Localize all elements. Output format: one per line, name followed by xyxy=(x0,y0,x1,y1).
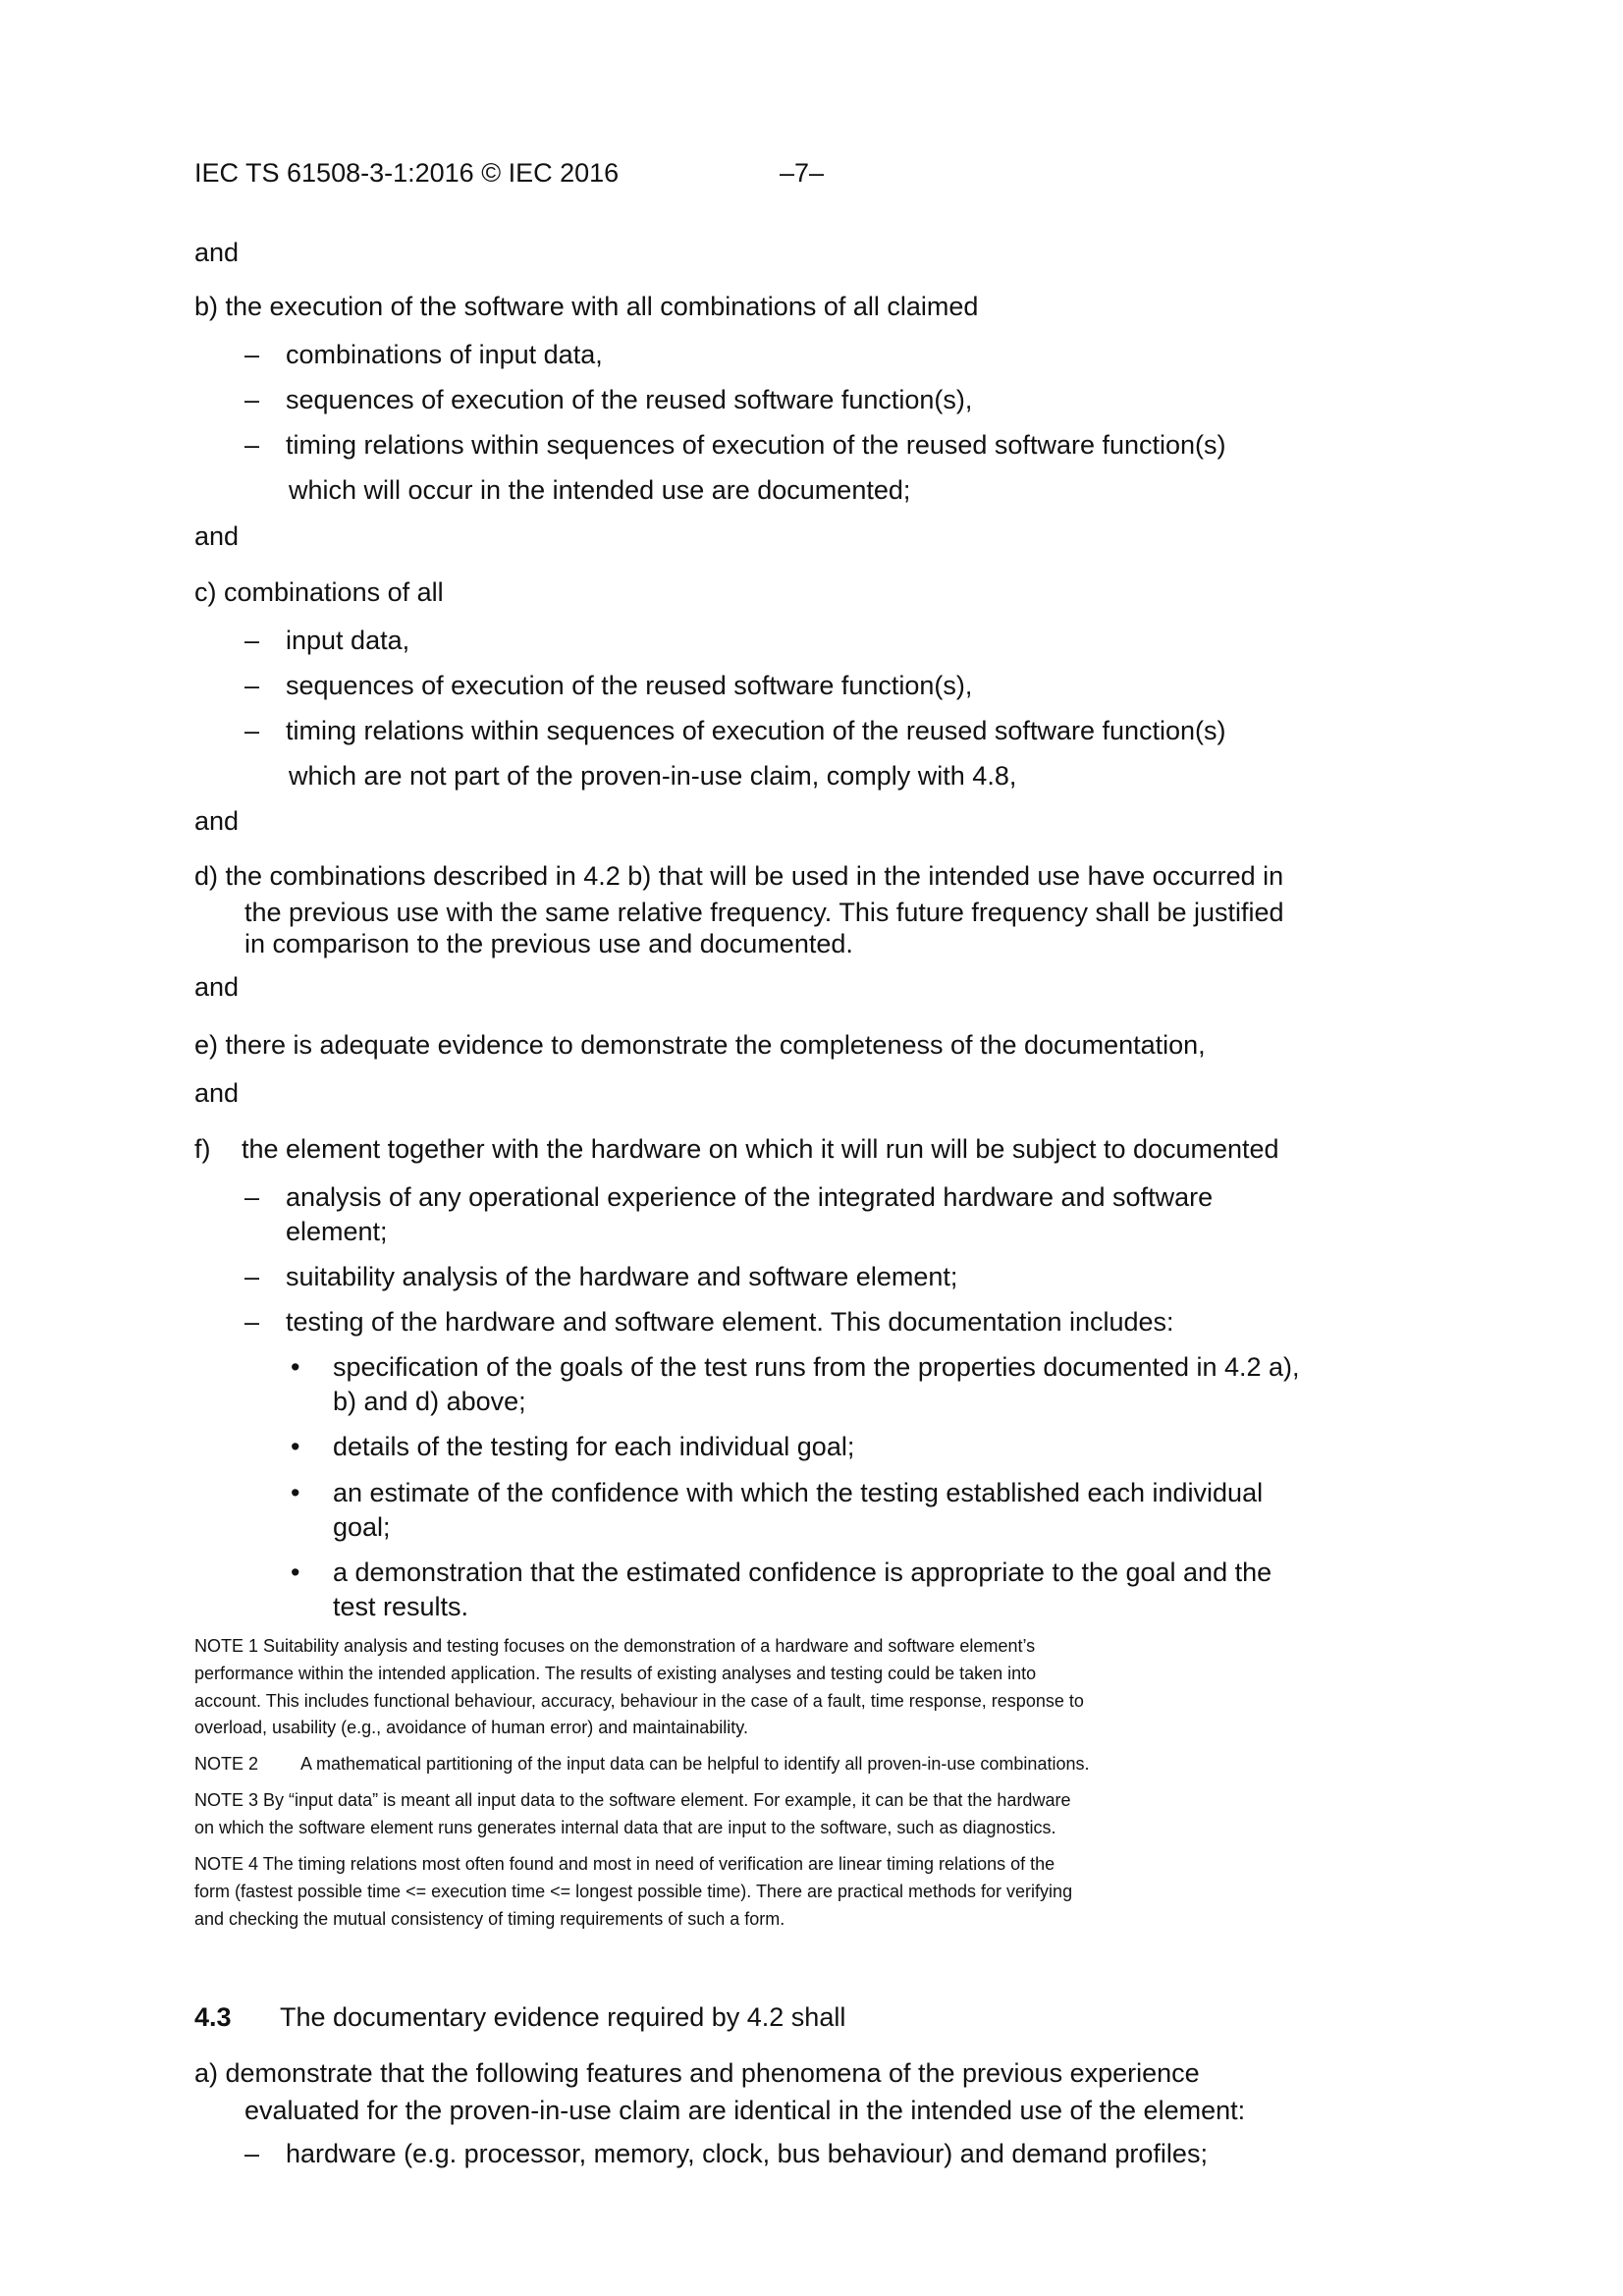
dash-marker: – xyxy=(244,340,260,369)
item-f-dash-1-line-2: element; xyxy=(286,1217,388,1246)
page-number: –7– xyxy=(780,158,825,188)
item-f-dash-3: testing of the hardware and software element. This documentation includes: xyxy=(286,1307,1174,1337)
bullet-marker: • xyxy=(291,1352,300,1382)
note-1-line-3: account. This includes functional behaviour, accuracy, behaviour in the case of a fault, time response, response to xyxy=(194,1691,1084,1711)
connector-and: and xyxy=(194,1078,240,1108)
dash-marker: – xyxy=(244,385,260,414)
item-b-dash-1: combinations of input data, xyxy=(286,340,603,369)
section-a-line-2: evaluated for the proven-in-use claim are identical in the intended use of the element: xyxy=(244,2096,1246,2125)
dash-marker: – xyxy=(244,716,260,745)
dash-marker: – xyxy=(244,1182,260,1212)
item-f-bullet-1-line-2: b) and d) above; xyxy=(333,1387,526,1416)
item-d-line-2: the previous use with the same relative frequency. This future frequency shall be justified xyxy=(244,898,1284,927)
dash-marker: – xyxy=(244,430,260,460)
item-f-label: f) xyxy=(194,1134,211,1164)
dash-marker: – xyxy=(244,1262,260,1291)
item-f-bullet-4-line-2: test results. xyxy=(333,1592,469,1621)
section-number: 4.3 xyxy=(194,2002,232,2032)
item-b-tail: which will occur in the intended use are documented; xyxy=(289,475,911,505)
connector-and: and xyxy=(194,806,240,836)
note-4-line-1: NOTE 4 The timing relations most often found and most in need of verification are linear timing relations of the xyxy=(194,1854,1055,1874)
item-b-intro: b) the execution of the software with all combinations of all claimed xyxy=(194,292,979,321)
item-c-intro: c) combinations of all xyxy=(194,577,444,607)
dash-marker: – xyxy=(244,626,260,655)
item-e-text: e) there is adequate evidence to demonstrate the completeness of the documentation, xyxy=(194,1030,1206,1060)
bullet-marker: • xyxy=(291,1432,300,1461)
item-c-dash-3: timing relations within sequences of execution of the reused software function(s) xyxy=(286,716,1226,745)
dash-marker: – xyxy=(244,2139,260,2168)
section-heading: The documentary evidence required by 4.2 shall xyxy=(280,2002,846,2032)
item-d-line-3: in comparison to the previous use and documented. xyxy=(244,929,853,958)
note-2-text: A mathematical partitioning of the input data can be helpful to identify all proven-in-use combinations. xyxy=(300,1754,1090,1774)
item-f-bullet-1-line-1: specification of the goals of the test runs from the properties documented in 4.2 a), xyxy=(333,1352,1300,1382)
dash-marker: – xyxy=(244,1307,260,1337)
bullet-marker: • xyxy=(291,1558,300,1587)
item-b-dash-3: timing relations within sequences of execution of the reused software function(s) xyxy=(286,430,1226,460)
section-a-dash-1: hardware (e.g. processor, memory, clock, bus behaviour) and demand profiles; xyxy=(286,2139,1208,2168)
item-f-dash-2: suitability analysis of the hardware and software element; xyxy=(286,1262,958,1291)
note-4-line-3: and checking the mutual consistency of timing requirements of such a form. xyxy=(194,1909,785,1929)
note-3-line-2: on which the software element runs generates internal data that are input to the software, such as diagnostics. xyxy=(194,1818,1056,1837)
section-a-line-1: a) demonstrate that the following features and phenomena of the previous experience xyxy=(194,2058,1200,2088)
document-reference: IEC TS 61508-3-1:2016 © IEC 2016 xyxy=(194,158,620,188)
connector-and: and xyxy=(194,521,240,551)
item-b-dash-2: sequences of execution of the reused software function(s), xyxy=(286,385,973,414)
item-c-tail: which are not part of the proven-in-use claim, comply with 4.8, xyxy=(289,761,1017,791)
item-c-dash-2: sequences of execution of the reused software function(s), xyxy=(286,671,973,700)
bullet-marker: • xyxy=(291,1478,300,1507)
item-f-bullet-3-line-1: an estimate of the confidence with which the testing established each individual xyxy=(333,1478,1264,1507)
item-f-bullet-3-line-2: goal; xyxy=(333,1512,391,1542)
note-2-label: NOTE 2 xyxy=(194,1754,259,1774)
connector-and: and xyxy=(194,238,240,267)
item-f-intro: the element together with the hardware on which it will run will be subject to documented xyxy=(242,1134,1279,1164)
note-1-line-2: performance within the intended application. The results of existing analyses and testing could be taken into xyxy=(194,1664,1037,1683)
item-f-dash-1-line-1: analysis of any operational experience of the integrated hardware and software xyxy=(286,1182,1214,1212)
connector-and: and xyxy=(194,972,240,1002)
item-d-line-1: d) the combinations described in 4.2 b) that will be used in the intended use have occurred in xyxy=(194,861,1284,891)
note-4-line-2: form (fastest possible time <= execution time <= longest possible time). There are practical methods for verifying xyxy=(194,1882,1073,1901)
note-1-line-4: overload, usability (e.g., avoidance of human error) and maintainability. xyxy=(194,1718,748,1737)
item-f-bullet-2: details of the testing for each individual goal; xyxy=(333,1432,855,1461)
item-c-dash-1: input data, xyxy=(286,626,410,655)
dash-marker: – xyxy=(244,671,260,700)
item-f-bullet-4-line-1: a demonstration that the estimated confidence is appropriate to the goal and the xyxy=(333,1558,1272,1587)
note-3-line-1: NOTE 3 By “input data” is meant all input data to the software element. For example, it can be that the hardware xyxy=(194,1790,1071,1810)
note-1-line-1: NOTE 1 Suitability analysis and testing focuses on the demonstration of a hardware and software element’s xyxy=(194,1636,1036,1656)
